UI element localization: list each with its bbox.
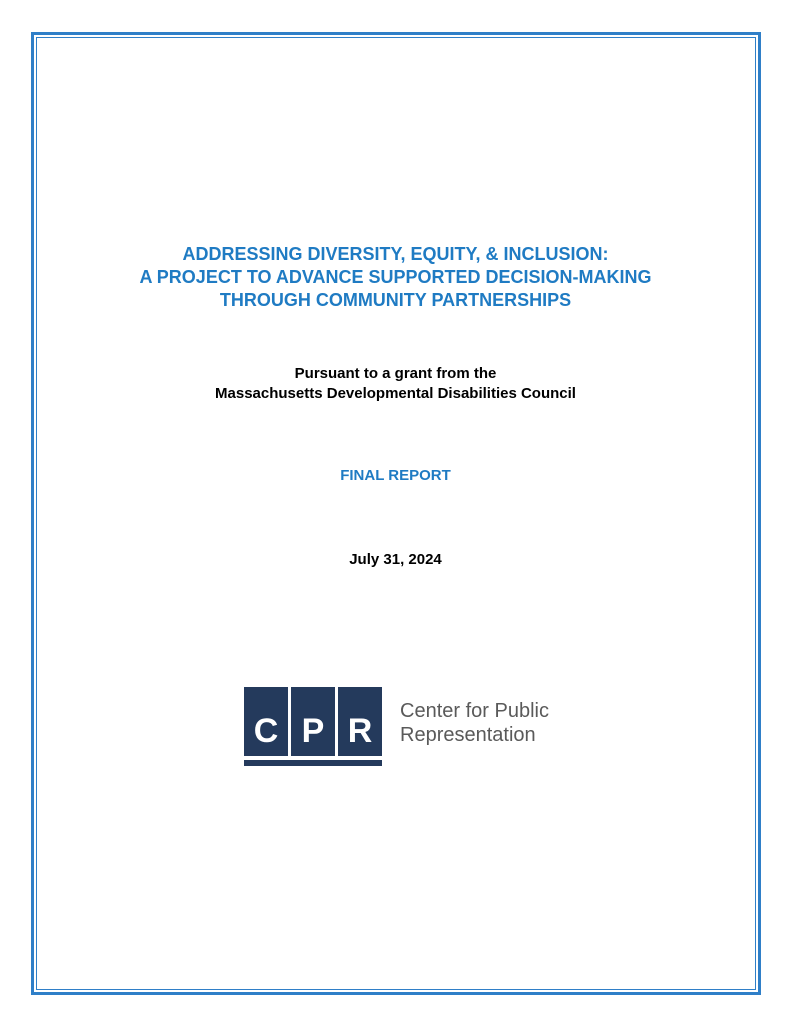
report-date: July 31, 2024 <box>349 551 442 568</box>
grant-line-1: Pursuant to a grant from the <box>294 365 497 382</box>
title-line-3: THROUGH COMMUNITY PARTNERSHIPS <box>219 290 572 310</box>
title-line-1: ADDRESSING DIVERSITY, EQUITY, & INCLUSION: <box>182 244 609 264</box>
logo-name-line-1: Center for Public <box>400 700 549 722</box>
logo-letter-p: P <box>291 687 335 756</box>
title-line-2: A PROJECT TO ADVANCE SUPPORTED DECISION-MAKING <box>139 267 652 287</box>
logo-letter-r: R <box>338 687 382 756</box>
grant-line-2: Massachusetts Developmental Disabilities Council <box>215 385 576 402</box>
cpr-logo <box>244 687 554 769</box>
document-title <box>0 243 791 312</box>
logo-name-line-2: Representation <box>400 724 536 746</box>
page-border <box>31 32 761 995</box>
logo-letter-c: C <box>244 687 288 756</box>
logo-underline-bar <box>244 760 382 766</box>
report-type-label: FINAL REPORT <box>340 467 451 484</box>
grant-statement <box>0 364 791 404</box>
logo-organization-name <box>400 699 549 747</box>
